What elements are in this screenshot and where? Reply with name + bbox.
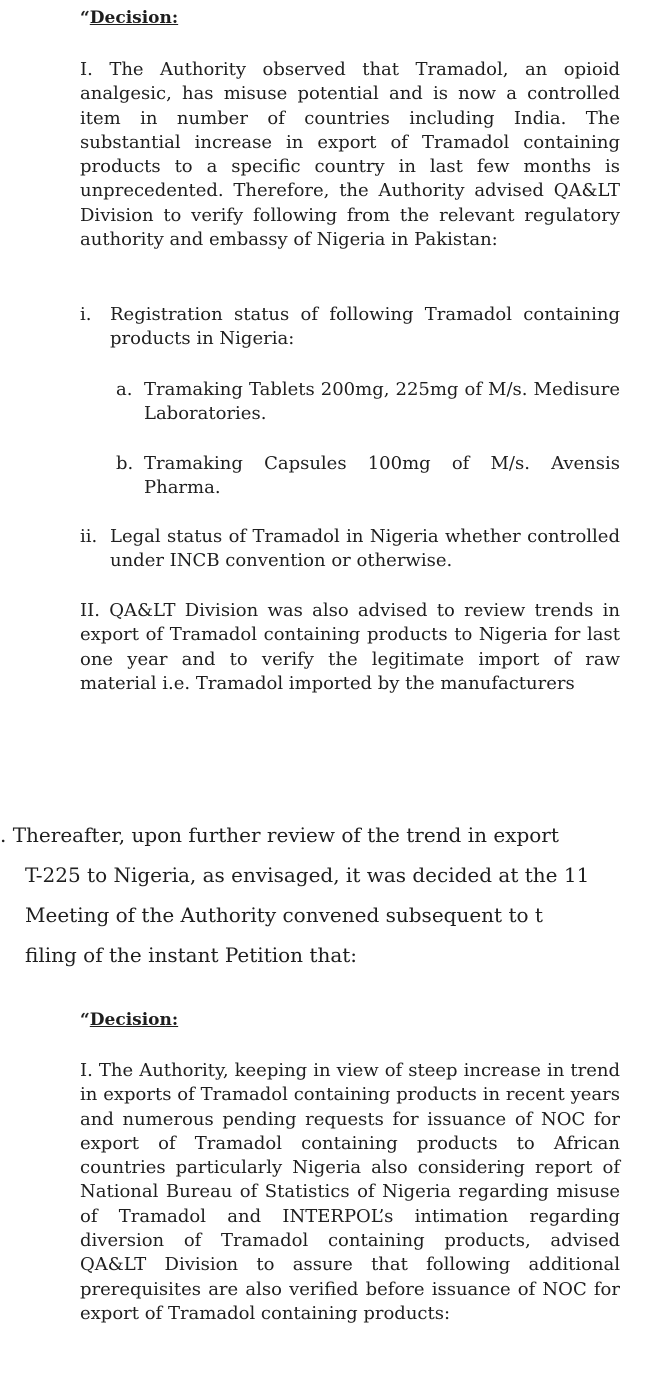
body-line: T-225 to Nigeria, as envisaged, it was decided at the 11: [25, 863, 590, 887]
decision-2-para-I: I. The Authority, keeping in view of steep increase in trend in exports of Tramadol containing products in recent years and numerous pending requests for issuance of NOC for export of Tramadol containing products to African countries particularly Nigeria also considering report of National Bureau of Statistics of Nigeria regarding misuse of Tramadol and INTERPOL’s intimation regarding diversion of Tramadol containing products, advised QA&LT Division to assure that following additional prerequisites are also verified before issuance of NOC for export of Tramadol containing products:: [80, 1060, 620, 1324]
decision-1-item-ii: [80, 525, 620, 574]
body-line: Meeting of the Authority convened subsequent to t: [25, 903, 543, 927]
heading-text: Decision:: [89, 8, 179, 28]
list-marker: ii.: [80, 526, 98, 547]
list-item-text: Tramaking Capsules 100mg of M/s. Avensis Pharma.: [144, 453, 620, 499]
heading-quote-mark: “: [80, 8, 90, 28]
decision-1-item-b: [116, 452, 620, 501]
body-line: filing of the instant Petition that:: [25, 943, 358, 967]
decision-1-item-a: [116, 378, 620, 427]
decision-1-item-i: [80, 303, 620, 352]
decision-heading-1: [80, 8, 178, 28]
decision-1-para-II: II. QA&LT Division was also advised to review trends in export of Tramadol containing products to Nigeria for last one year and to verify the legitimate import of raw material i.e. Tramadol imported by the manufacturers: [80, 600, 620, 694]
heading-quote-mark: “: [80, 1010, 90, 1030]
list-marker: b.: [116, 453, 134, 474]
body-line: . Thereafter, upon further review of the trend in export: [0, 823, 559, 847]
list-item-text: Registration status of following Tramadol containing products in Nigeria:: [110, 304, 620, 350]
body-paragraph: [0, 815, 589, 975]
list-item-text: Tramaking Tablets 200mg, 225mg of M/s. Medisure Laboratories.: [144, 379, 620, 425]
heading-text: Decision:: [89, 1010, 179, 1030]
list-marker: a.: [116, 379, 133, 400]
list-item-text: Legal status of Tramadol in Nigeria whether controlled under INCB convention or otherwise.: [110, 526, 620, 572]
list-marker: i.: [80, 304, 92, 325]
decision-1-para-I: I. The Authority observed that Tramadol, an opioid analgesic, has misuse potential and is now a controlled item in number of countries including India. The substantial increase in export of Tramadol containing products to a specific country in last few months is unprecedented. Therefore, the Authority advised QA&LT Division to verify following from the relevant regulatory authority and embassy of Nigeria in Pakistan:: [80, 59, 620, 251]
decision-heading-2: [80, 1010, 178, 1030]
